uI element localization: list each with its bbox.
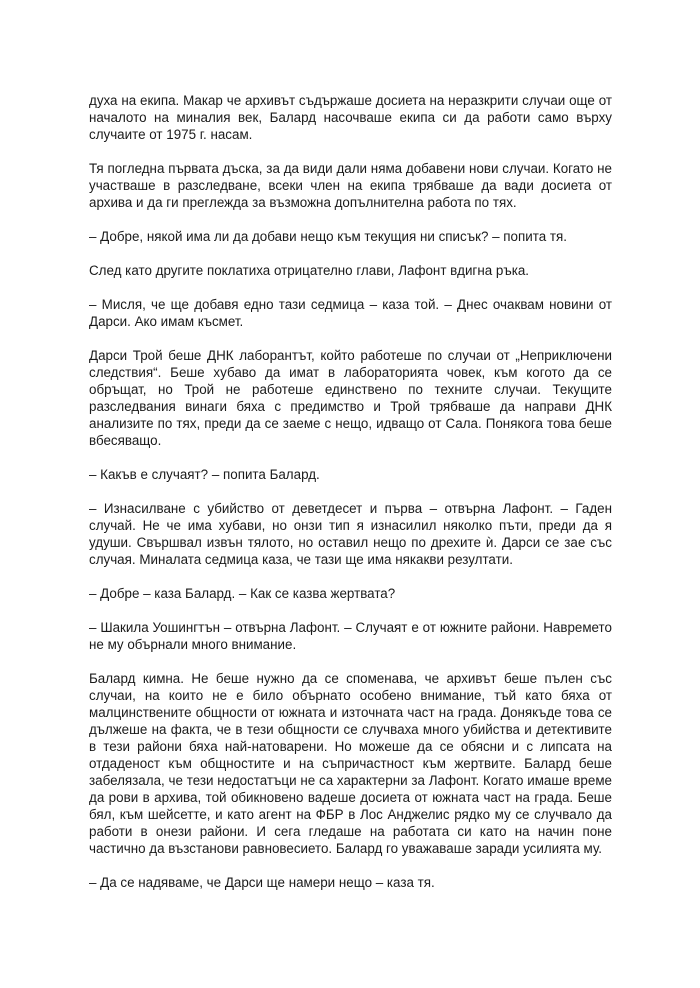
paragraph-6: Дарси Трой беше ДНК лаборантът, който работеше по случаи от „Неприключени следствия“. Беше хубаво да имат в лабораторията човек, към когото да се обръщат, но Трой не работеше единствено по техните случаи. Текущите разследвания винаги бяха с предимство и Трой трябваше да направи ДНК анализите по тях, преди да се заеме с нещо, идващо от Сала. Понякога това беше вбесяващо.: [89, 348, 612, 448]
paragraph-10: – Шакила Уошингтън – отвърна Лафонт. – Случаят е от южните райони. Навремето не му обърнали много внимание.: [89, 620, 612, 652]
paragraph-8: – Изнасилване с убийство от деветдесет и първа – отвърна Лафонт. – Гаден случай. Не че има хубави, но онзи тип я изнасилил няколко пъти, преди да я удуши. Свършвал извън тялото, но оставил нещо по дрехите ѝ. Дарси се зае със случая. Миналата седмица каза, че тази ще има някакви резултати.: [89, 501, 612, 567]
paragraph-2: Тя погледна първата дъска, за да види дали няма добавени нови случаи. Когато не участваше в разследване, всеки член на екипа трябваше да вади досиета от архива и да ги преглежда за възможна допълнителна работа по тях.: [89, 161, 612, 210]
paragraph-9: – Добре – каза Балард. – Как се казва жертвата?: [89, 586, 396, 601]
paragraph-7: – Какъв е случаят? – попита Балард.: [89, 467, 320, 482]
paragraph-11: Балард кимна. Не беше нужно да се споменава, че архивът беше пълен със случаи, на които не е било обърнато особено внимание, тъй като бяха от малцинствените общности от южната и източната част на града. Донякъде това се дължеше на факта, че в тези общности се случваха много убийства и детективите в тези райони бяха най-натоварени. Но можеше да се обясни и с липсата на отдаденост към общностите и на съпричастност към жертвите. Балард беше забелязала, че тези недостатъци не са характерни за Лафонт. Когато имаше време да рови в архива, той обикновено вадеше досиета от южната част на града. Беше бял, към шейсетте, и като агент на ФБР в Лос Анджелис рядко му се случвало да работи в онези райони. И сега гледаше на работата си като на начин поне частично да възстанови равновесието. Балард го уважаваше заради усилията му.: [89, 671, 612, 856]
paragraph-5: – Мисля, че ще добавя едно тази седмица – каза той. – Днес очаквам новини от Дарси. Ако имам късмет.: [89, 297, 612, 329]
paragraph-1: духа на екипа. Макар че архивът съдържаше досиета на неразкрити случаи още от началото на миналия век, Балард насочваше екипа си да работи само върху случаите от 1975 г. насам.: [89, 93, 612, 142]
paragraph-12: – Да се надяваме, че Дарси ще намери нещо – каза тя.: [89, 875, 435, 890]
paragraph-3: – Добре, някой има ли да добави нещо към текущия ни списък? – попита тя.: [89, 229, 567, 244]
paragraph-4: След като другите поклатиха отрицателно глави, Лафонт вдигна ръка.: [89, 263, 530, 278]
body-text: [89, 92, 612, 908]
